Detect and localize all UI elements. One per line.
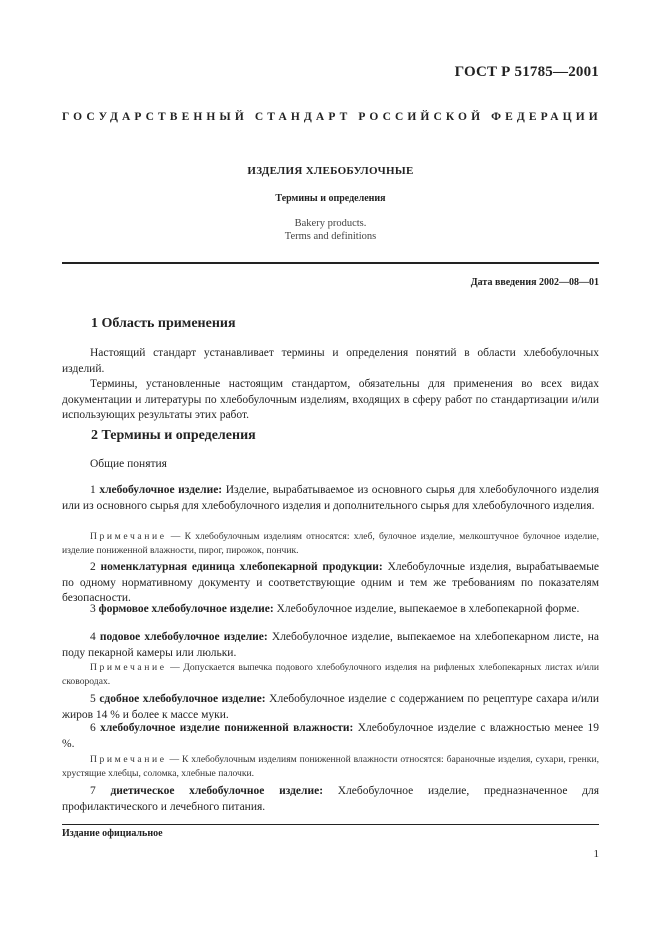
introduction-date: Дата введения 2002—08—01	[470, 277, 599, 288]
state-standard-heading: ГОСУДАРСТВЕННЫЙ СТАНДАРТ РОССИЙСКОЙ ФЕДЕРАЦИИ	[62, 111, 602, 123]
note-label: Примечание	[90, 754, 167, 765]
note-label: Примечание	[90, 531, 167, 542]
note-3: Примечание — К хлебобулочным изделиям пониженной влажности относятся: бараночные изделия, сухари, гренки, хрустящие хлебцы, соломка, хлебные палочки.	[62, 754, 599, 779]
term-1-definition: Изделие, вырабатываемое из основного сырья для хлебобулочного изделия или из основного сырья для хлебобулочного изделия и дополнительного сырья для хлебобулочного изделия.	[62, 484, 600, 512]
term-3-name: формовое хлебобулочное изделие:	[98, 603, 274, 615]
term-2-definition: Хлебобулочные изделия, вырабатываемые по одному нормативному документу и соответствующие одним и тем же требованиям по показателям безопасности.	[62, 561, 600, 605]
term-6-name: хлебобулочное изделие пониженной влажности:	[100, 722, 354, 734]
term-1: 1 хлебобулочное изделие: Изделие, вырабатываемое из основного сырья для хлебобулочного изделия или из основного сырья для хлебобулочного изделия и дополнительного сырья для хлебобулочного изделия.	[62, 484, 600, 512]
page-number: 1	[593, 848, 599, 860]
term-4-definition: Хлебобулочное изделие, выпекаемое на хлебопекарном листе, на поду пекарной камеры или люльки.	[62, 631, 600, 659]
note-label: Примечание	[90, 662, 167, 673]
general-concepts-label: Общие понятия	[90, 458, 167, 470]
footer-rule	[62, 824, 599, 825]
document-subtitle: Термины и определения	[275, 193, 386, 204]
term-7-definition: Хлебобулочное изделие, предназначенное для профилактического и лечебного питания.	[62, 785, 600, 813]
term-6-definition: Хлебобулочное изделие с влажностью менее 19 %.	[62, 722, 600, 750]
document-title: ИЗДЕЛИЯ ХЛЕБОБУЛОЧНЫЕ	[247, 165, 414, 177]
note-2: Примечание — Допускается выпечка подового хлебобулочного изделия на рифленых хлебопекарных листах и/или сковородах.	[62, 662, 599, 687]
term-2-name: номенклатурная единица хлебопекарной продукции:	[100, 561, 383, 573]
header-rule	[62, 262, 599, 264]
section-1-body	[62, 346, 599, 424]
term-5: 5 сдобное хлебобулочное изделие: Хлебобулочное изделие с содержанием по рецептуре сахара и/или жиров 14 % и более к массе муки.	[62, 693, 600, 721]
term-5-name: сдобное хлебобулочное изделие:	[99, 693, 266, 705]
term-2: 2 номенклатурная единица хлебопекарной продукции: Хлебобулочные изделия, вырабатываемые по одному нормативному документу и соответствующие одним и тем же требованиям по показателям безопасности.	[62, 561, 600, 605]
official-edition-label: Издание официальное	[62, 828, 163, 839]
document-number: ГОСТ Р 51785—2001	[454, 64, 599, 80]
term-4-name: подовое хлебобулочное изделие:	[99, 631, 268, 643]
term-3-definition: Хлебобулочное изделие, выпекаемое в хлебопекарной форме.	[276, 603, 580, 615]
term-6: 6 хлебобулочное изделие пониженной влажности: Хлебобулочное изделие с влажностью менее 19 %.	[62, 722, 600, 750]
term-7-name: диетическое хлебобулочное изделие:	[110, 785, 324, 797]
section-1-heading: 1 Область применения	[91, 316, 236, 331]
term-1-name: хлебобулочное изделие:	[99, 484, 223, 496]
english-title-line-2: Terms and definitions	[284, 231, 377, 242]
term-5-definition: Хлебобулочное изделие с содержанием по рецептуре сахара и/или жиров 14 % и более к массе муки.	[62, 693, 600, 721]
term-3: 3 формовое хлебобулочное изделие: Хлебобулочное изделие, выпекаемое в хлебопекарной форме.	[90, 603, 580, 615]
english-title-line-1: Bakery products.	[294, 218, 367, 229]
note-1: Примечание — К хлебобулочным изделиям относятся: хлеб, булочное изделие, мелкоштучное булочное изделие, изделие пониженной влажности, пирог, пирожок, пончик.	[62, 531, 599, 556]
section-2-heading: 2 Термины и определения	[91, 428, 256, 443]
english-title	[0, 217, 661, 243]
term-7: 7 диетическое хлебобулочное изделие: Хлебобулочное изделие, предназначенное для профилактического и лечебного питания.	[62, 785, 600, 813]
term-4: 4 подовое хлебобулочное изделие: Хлебобулочное изделие, выпекаемое на хлебопекарном листе, на поду пекарной камеры или люльки.	[62, 631, 600, 659]
section-1-paragraph-1: Настоящий стандарт устанавливает термины и определения понятий в области хлебобулочных изделий.	[62, 347, 599, 375]
section-1-paragraph-2: Термины, установленные настоящим стандартом, обязательны для применения во всех видах документации и литературы по хлебобулочным изделиям, входящих в сферу работ по стандартизации и/или использующих результаты этих работ.	[62, 378, 599, 422]
